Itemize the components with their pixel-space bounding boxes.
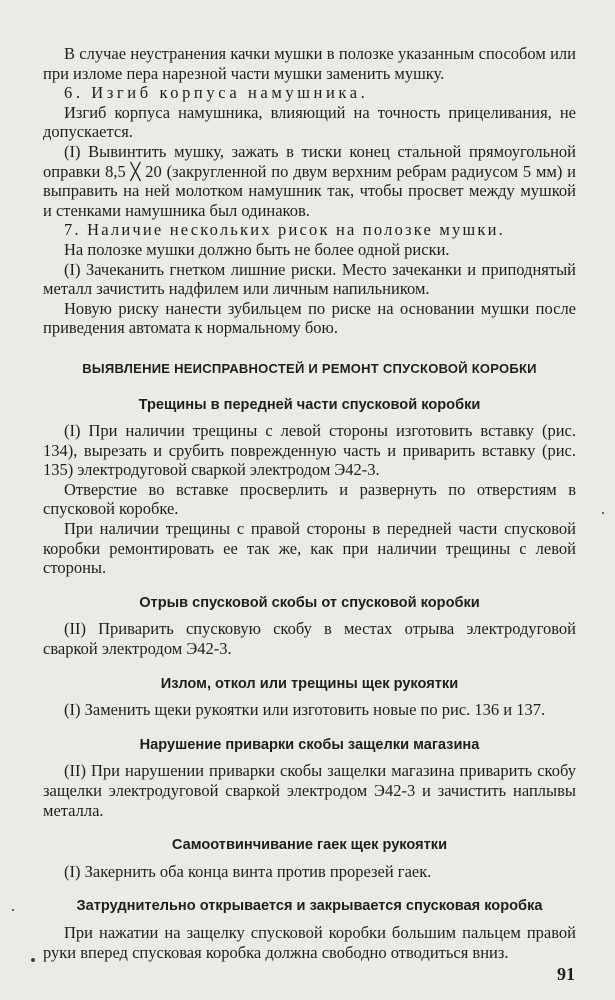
item-heading: 6. Изгиб корпуса намушника. <box>64 83 369 103</box>
paragraph: Изгиб корпуса намушника, влияющий на точность прицеливания, не допускается. <box>43 102 576 142</box>
section-title: ВЫЯВЛЕНИЕ НЕИСПРАВНОСТЕЙ И РЕМОНТ СПУСКОВОЙ КОРОБКИ <box>82 360 537 376</box>
paragraph: При наличии трещины с правой стороны в передней части спусковой коробки ремонтировать ее так же, как при наличии трещины с левой стороны. <box>43 519 576 578</box>
paragraph: (I) Заменить щеки рукоятки или изготовить новые по рис. 136 и 137. <box>64 700 546 720</box>
paragraph: При нажатии на защелку спусковой коробки большим пальцем правой руки вперед спусковая коробка должна свободно отводиться вниз. <box>43 922 576 962</box>
print-speck <box>602 512 604 514</box>
paragraph: (I) Зачеканить гнетком лишние риски. Место зачеканки и приподнятый металл зачистить надфилем или личным напильником. <box>43 259 576 299</box>
print-speck <box>31 958 35 962</box>
subsection-heading: Трещины в передней части спусковой коробки <box>138 396 481 413</box>
paragraph: На полозке мушки должно быть не более одной риски. <box>64 239 450 259</box>
subsection-heading: Затруднительно открывается и закрывается спусковая коробка <box>76 898 543 915</box>
paragraph: Новую риску нанести зубильцем по риске на основании мушки после приведения автомата к нормальному бою. <box>43 298 576 338</box>
paragraph: (II) Приварить спусковую скобу в местах отрыва электродуговой сваркой электродом Э42-3. <box>43 619 576 659</box>
paragraph: (I) При наличии трещины с левой стороны изготовить вставку (рис. 134), вырезать и срубить поврежденную часть и приварить вставку (рис. 135) электродуговой сваркой электродом Э42-3. <box>43 421 576 480</box>
paragraph: Отверстие во вставке просверлить и развернуть по отверстиям в спусковой коробке. <box>43 479 576 519</box>
paragraph: (I) Закернить оба конца винта против прорезей гаек. <box>64 861 432 881</box>
subsection-heading: Излом, откол или трещины щек рукоятки <box>160 675 459 692</box>
item-heading: 7. Наличие нескольких рисок на полозке мушки. <box>64 220 505 240</box>
subsection-heading: Нарушение приварки скобы защелки магазина <box>139 736 480 753</box>
paragraph: (II) При нарушении приварки скобы защелки магазина приварить скобу защелки электродуговой сваркой электродом Э42-3 и зачистить наплывы металла. <box>43 761 576 820</box>
subsection-heading: Отрыв спусковой скобы от спусковой коробки <box>139 594 480 611</box>
subsection-heading: Самоотвинчивание гаек щек рукоятки <box>171 837 448 854</box>
page-number: 91 <box>557 964 575 984</box>
paragraph: (I) Вывинтить мушку, зажать в тиски конец стальной прямоугольной оправки 8,5 ╳ 20 (закругленной по двум верхним ребрам радиусом 5 мм) и выправить на ней молотком намушник так, чтобы просвет между мушкой и стенками намушника был одинаков. <box>43 141 576 220</box>
text-column <box>43 44 576 962</box>
print-speck <box>12 909 14 911</box>
paragraph: В случае неустранения качки мушки в полозке указанным способом или при изломе пера нарезной части мушки заменить мушку. <box>43 44 576 83</box>
